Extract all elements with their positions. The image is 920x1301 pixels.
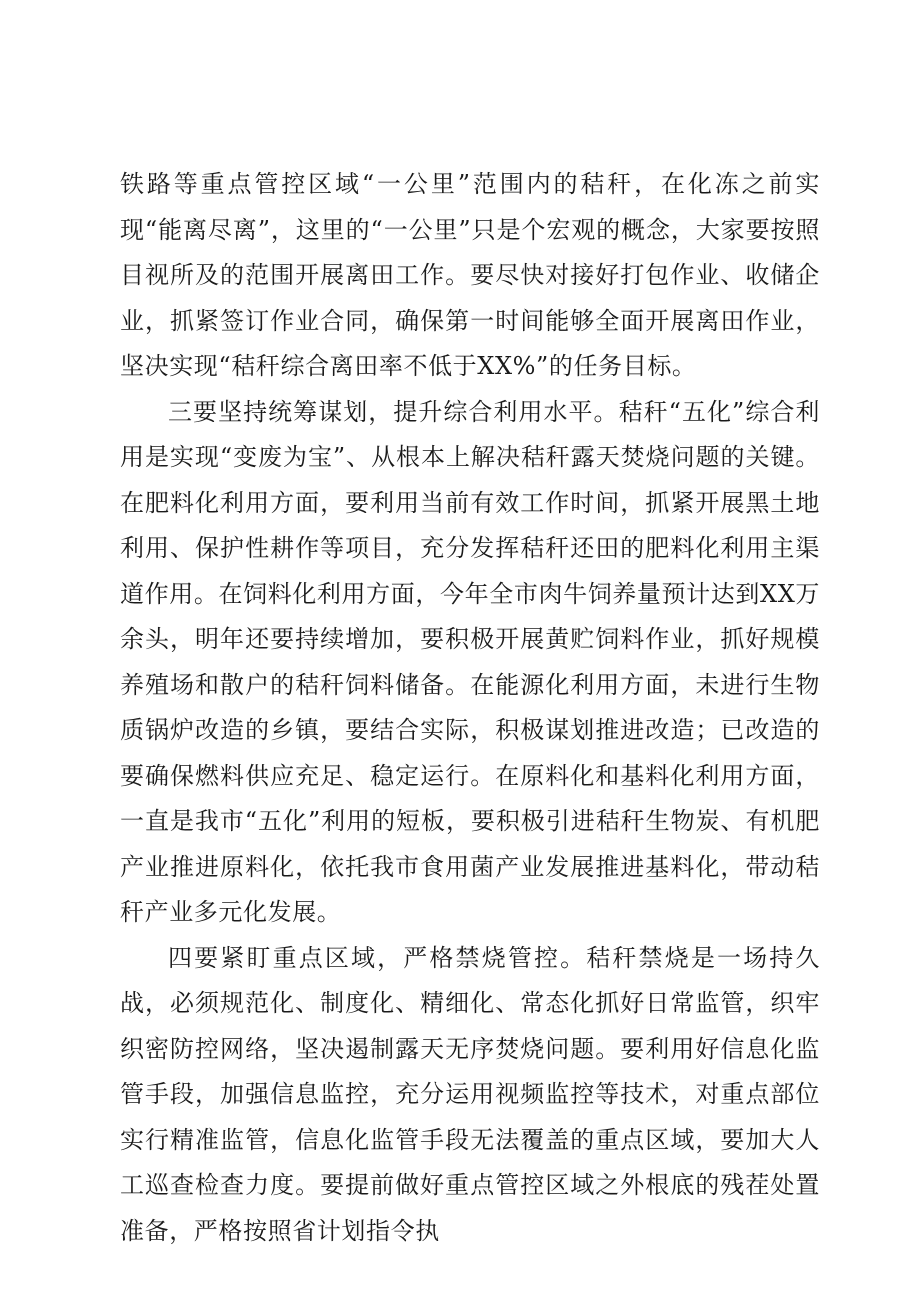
- document-body: [120, 162, 820, 1254]
- paragraph-four: 四要紧盯重点区域，严格禁烧管控。秸秆禁烧是一场持久战，必须规范化、制度化、精细化、常态化抓好日常监管，织牢织密防控网络，坚决遏制露天无序焚烧问题。要利用好信息化监管手段，加强信息监控，充分运用视频监控等技术，对重点部位实行精准监管，信息化监管手段无法覆盖的重点区域，要加大人工巡查检查力度。要提前做好重点管控区域之外根底的残茬处置准备，严格按照省计划指令执: [120, 943, 820, 1245]
- paragraph-three: 三要坚持统筹谋划，提升综合利用水平。秸秆“五化”综合利用是实现“变废为宝”、从根本上解决秸秆露天焚烧问题的关键。在肥料化利用方面，要利用当前有效工作时间，抓紧开展黑土地利用、保护性耕作等项目，充分发挥秸秆还田的肥料化利用主渠道作用。在饲料化利用方面，今年全市肉牛饲养量预计达到XX万余头，明年还要持续增加，要积极开展黄贮饲料作业，抓好规模养殖场和散户的秸秆饲料储备。在能源化利用方面，未进行生物质锅炉改造的乡镇，要结合实际，积极谋划推进改造；已改造的要确保燃料供应充足、稳定运行。在原料化和基料化利用方面，一直是我市“五化”利用的短板，要积极引进秸秆生物炭、有机肥产业推进原料化，依托我市食用菌产业发展推进基料化，带动秸秆产业多元化发展。: [120, 397, 820, 926]
- paragraph-continued: 铁路等重点管控区域“一公里”范围内的秸秆，在化冻之前实现“能离尽离”，这里的“一公里”只是个宏观的概念，大家要按照目视所及的范围开展离田工作。要尽快对接好打包作业、收储企业，抓紧签订作业合同，确保第一时间能够全面开展离田作业，坚决实现“秸秆综合离田率不低于XX%”的任务目标。: [120, 170, 820, 380]
